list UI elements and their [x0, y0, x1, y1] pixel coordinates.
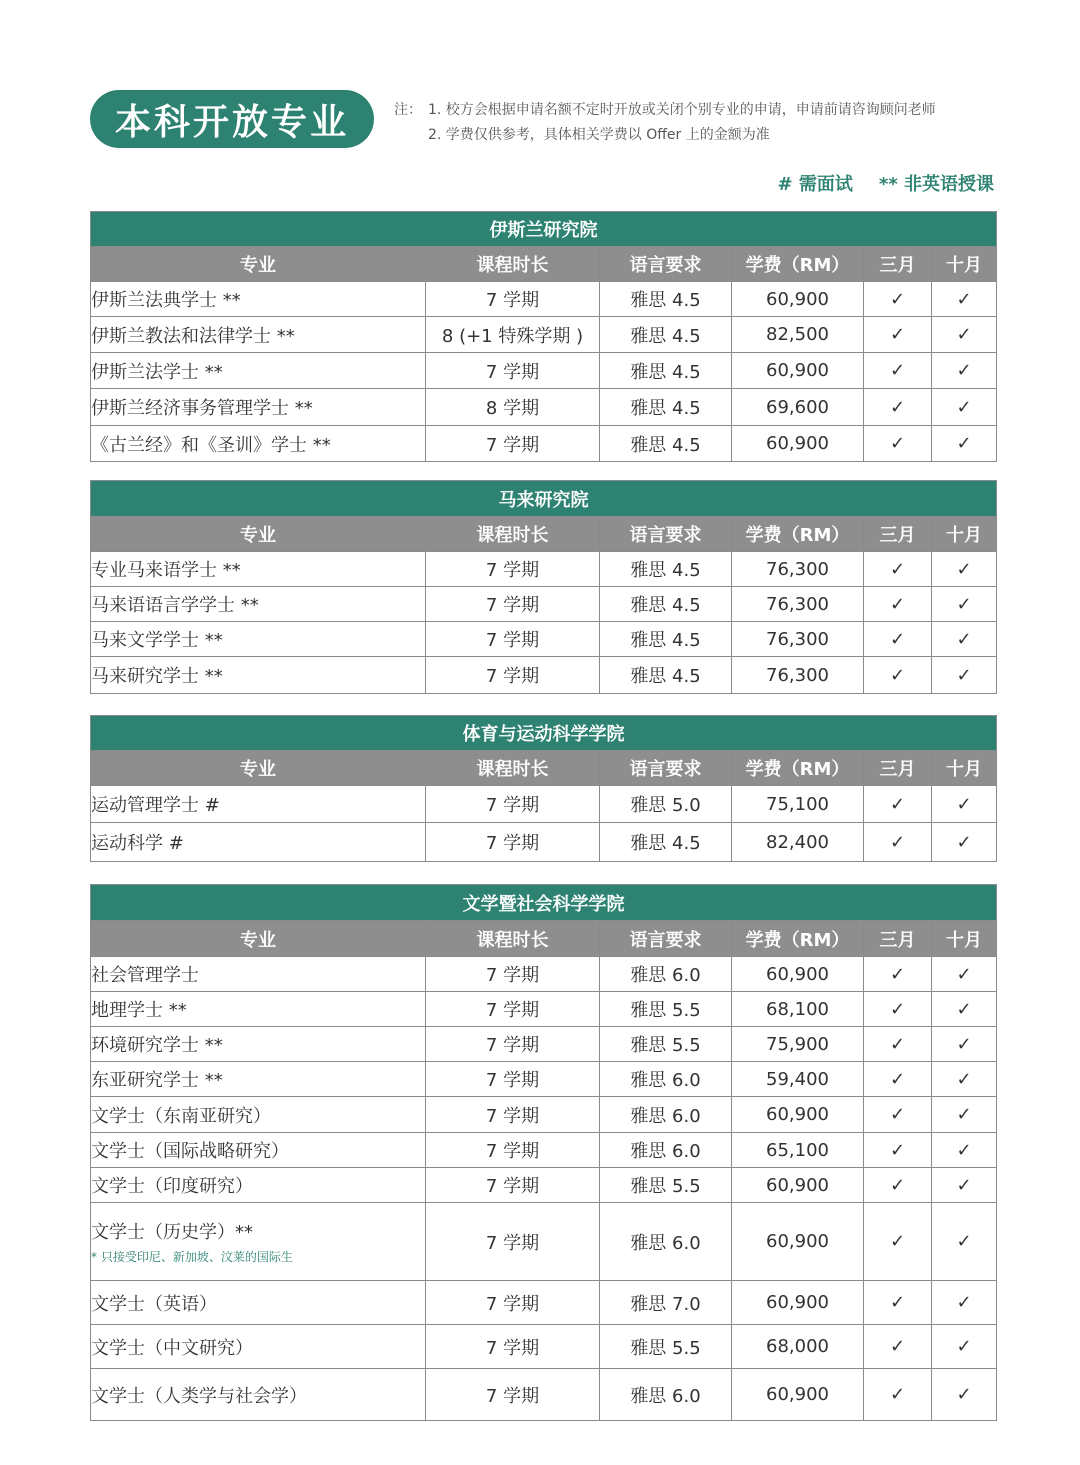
table-row	[91, 1325, 997, 1369]
duration-cell: 7 学期	[426, 1097, 600, 1133]
language-cell: 雅思 4.5	[600, 587, 732, 622]
october-check: ✓	[932, 353, 997, 389]
section-table	[90, 211, 997, 462]
header-major: 专业	[91, 247, 426, 282]
march-check: ✓	[864, 1062, 932, 1097]
duration-cell: 7 学期	[426, 587, 600, 622]
major-name: 伊斯兰法学士 **	[91, 361, 223, 383]
duration-cell: 7 学期	[426, 1133, 600, 1168]
header-major: 专业	[91, 921, 426, 957]
header-language: 语言要求	[600, 517, 732, 552]
fee-cell: 68,100	[732, 992, 864, 1027]
table-row	[91, 992, 997, 1027]
section-title: 文学暨社会科学学院	[91, 885, 997, 921]
header-march: 三月	[864, 751, 932, 786]
language-cell: 雅思 4.5	[600, 552, 732, 587]
major-cell	[91, 823, 426, 862]
note-line-1: 1. 校方会根据申请名额不定时开放或关闭个别专业的申请，申请前请咨询顾问老师	[428, 102, 936, 118]
duration-cell: 7 学期	[426, 957, 600, 992]
table-row	[91, 1203, 997, 1281]
section-table	[90, 480, 997, 694]
major-note: * 只接受印尼、新加坡、汶莱的国际生	[91, 1250, 293, 1264]
language-cell: 雅思 5.5	[600, 1027, 732, 1062]
october-check: ✓	[932, 1027, 997, 1062]
march-check: ✓	[864, 957, 932, 992]
language-cell: 雅思 5.5	[600, 1168, 732, 1203]
october-check: ✓	[932, 786, 997, 823]
major-cell	[91, 622, 426, 657]
major-cell	[91, 552, 426, 587]
october-check: ✓	[932, 657, 997, 694]
fee-cell: 76,300	[732, 587, 864, 622]
section-title: 体育与运动科学学院	[91, 716, 997, 751]
fee-cell: 59,400	[732, 1062, 864, 1097]
table-row	[91, 1062, 997, 1097]
major-name: 文学士（历史学）**	[91, 1222, 253, 1243]
fee-cell: 76,300	[732, 552, 864, 587]
fee-cell: 60,900	[732, 957, 864, 992]
major-name: 环境研究学士 **	[91, 1035, 223, 1056]
october-check: ✓	[932, 823, 997, 862]
march-check: ✓	[864, 587, 932, 622]
major-cell	[91, 426, 426, 462]
duration-cell: 7 学期	[426, 786, 600, 823]
major-cell	[91, 992, 426, 1027]
header-duration: 课程时长	[426, 751, 600, 786]
march-check: ✓	[864, 317, 932, 353]
language-cell: 雅思 4.5	[600, 353, 732, 389]
language-cell: 雅思 6.0	[600, 957, 732, 992]
october-check: ✓	[932, 1369, 997, 1421]
march-check: ✓	[864, 823, 932, 862]
header-fee: 学费（RM）	[732, 517, 864, 552]
major-name: 伊斯兰经济事务管理学士 **	[91, 398, 313, 419]
october-check: ✓	[932, 1325, 997, 1369]
table-row	[91, 786, 997, 823]
language-cell: 雅思 4.5	[600, 622, 732, 657]
fee-cell: 82,500	[732, 317, 864, 353]
october-check: ✓	[932, 282, 997, 317]
march-check: ✓	[864, 657, 932, 694]
march-check: ✓	[864, 353, 932, 389]
header-language: 语言要求	[600, 921, 732, 957]
march-check: ✓	[864, 1168, 932, 1203]
fee-cell: 60,900	[732, 282, 864, 317]
major-name: 文学士（人类学与社会学）	[91, 1385, 307, 1407]
table-row	[91, 1097, 997, 1133]
table-row	[91, 1281, 997, 1325]
october-check: ✓	[932, 389, 997, 426]
march-check: ✓	[864, 282, 932, 317]
language-cell: 雅思 6.0	[600, 1133, 732, 1168]
language-cell: 雅思 5.5	[600, 1325, 732, 1369]
page-title: 本科开放专业	[90, 90, 374, 148]
language-cell: 雅思 4.5	[600, 426, 732, 462]
major-name: 伊斯兰法典学士 **	[91, 290, 241, 311]
october-check: ✓	[932, 992, 997, 1027]
language-cell: 雅思 4.5	[600, 389, 732, 426]
fee-cell: 82,400	[732, 823, 864, 862]
section-title: 伊斯兰研究院	[91, 212, 997, 247]
october-check: ✓	[932, 622, 997, 657]
table-row	[91, 353, 997, 389]
header-october: 十月	[932, 247, 997, 282]
duration-cell: 7 学期	[426, 657, 600, 694]
header-language: 语言要求	[600, 751, 732, 786]
october-check: ✓	[932, 1133, 997, 1168]
header-duration: 课程时长	[426, 921, 600, 957]
major-cell	[91, 317, 426, 353]
major-name: 伊斯兰教法和法律学士 **	[91, 325, 295, 347]
fee-cell: 60,900	[732, 1168, 864, 1203]
major-name: 文学士（英语）	[91, 1293, 217, 1315]
march-check: ✓	[864, 1281, 932, 1325]
march-check: ✓	[864, 1203, 932, 1281]
language-cell: 雅思 4.5	[600, 282, 732, 317]
major-name: 专业马来语学士 **	[91, 560, 241, 581]
march-check: ✓	[864, 389, 932, 426]
major-name: 马来研究学士 **	[91, 666, 223, 687]
fee-cell: 75,900	[732, 1027, 864, 1062]
duration-cell: 7 学期	[426, 1281, 600, 1325]
major-name: 社会管理学士	[91, 965, 199, 986]
major-name: 文学士（印度研究）	[91, 1176, 253, 1197]
header-language: 语言要求	[600, 247, 732, 282]
major-name: 文学士（国际战略研究）	[91, 1141, 289, 1162]
table-row	[91, 657, 997, 694]
major-cell	[91, 1369, 426, 1421]
major-name: 马来语语言学学士 **	[91, 595, 259, 616]
fee-cell: 60,900	[732, 1097, 864, 1133]
march-check: ✓	[864, 622, 932, 657]
fee-cell: 68,000	[732, 1325, 864, 1369]
major-name: 马来文学学士 **	[91, 630, 223, 651]
march-check: ✓	[864, 786, 932, 823]
language-cell: 雅思 4.5	[600, 317, 732, 353]
header-october: 十月	[932, 751, 997, 786]
language-cell: 雅思 4.5	[600, 823, 732, 862]
october-check: ✓	[932, 1097, 997, 1133]
duration-cell: 7 学期	[426, 992, 600, 1027]
duration-cell: 7 学期	[426, 1203, 600, 1281]
language-cell: 雅思 5.5	[600, 992, 732, 1027]
march-check: ✓	[864, 1369, 932, 1421]
major-cell	[91, 1097, 426, 1133]
table-row	[91, 552, 997, 587]
header-duration: 课程时长	[426, 517, 600, 552]
notes-label: 注：	[394, 102, 422, 118]
table-row	[91, 389, 997, 426]
language-cell: 雅思 6.0	[600, 1062, 732, 1097]
major-name: 地理学士 **	[91, 1000, 187, 1021]
header-fee: 学费（RM）	[732, 247, 864, 282]
major-cell	[91, 282, 426, 317]
major-cell	[91, 353, 426, 389]
october-check: ✓	[932, 957, 997, 992]
major-cell	[91, 587, 426, 622]
legend	[778, 170, 994, 196]
table-row	[91, 1168, 997, 1203]
table-row	[91, 622, 997, 657]
october-check: ✓	[932, 1168, 997, 1203]
table-row	[91, 1133, 997, 1168]
duration-cell: 7 学期	[426, 1325, 600, 1369]
october-check: ✓	[932, 317, 997, 353]
header-fee: 学费（RM）	[732, 751, 864, 786]
duration-cell: 7 学期	[426, 823, 600, 862]
duration-cell: 7 学期	[426, 282, 600, 317]
duration-cell: 7 学期	[426, 1027, 600, 1062]
table-row	[91, 317, 997, 353]
duration-cell: 8 学期	[426, 389, 600, 426]
fee-cell: 60,900	[732, 1203, 864, 1281]
major-cell	[91, 1203, 426, 1281]
table-row	[91, 823, 997, 862]
header-major: 专业	[91, 751, 426, 786]
fee-cell: 76,300	[732, 657, 864, 694]
duration-cell: 8 (+1 特殊学期 )	[426, 317, 600, 353]
header-october: 十月	[932, 517, 997, 552]
march-check: ✓	[864, 1097, 932, 1133]
october-check: ✓	[932, 1281, 997, 1325]
header-october: 十月	[932, 921, 997, 957]
section-table	[90, 715, 997, 862]
major-name: 运动管理学士 #	[91, 795, 220, 816]
language-cell: 雅思 6.0	[600, 1369, 732, 1421]
language-cell: 雅思 5.0	[600, 786, 732, 823]
major-cell	[91, 786, 426, 823]
major-name: 文学士（中文研究）	[91, 1337, 253, 1359]
october-check: ✓	[932, 1203, 997, 1281]
note-line-2: 2. 学费仅供参考，具体相关学费以 Offer 上的金额为准	[428, 127, 770, 143]
notes	[394, 98, 936, 148]
fee-cell: 65,100	[732, 1133, 864, 1168]
march-check: ✓	[864, 426, 932, 462]
fee-cell: 76,300	[732, 622, 864, 657]
fee-cell: 60,900	[732, 353, 864, 389]
header-march: 三月	[864, 517, 932, 552]
language-cell: 雅思 4.5	[600, 657, 732, 694]
header-fee: 学费（RM）	[732, 921, 864, 957]
major-cell	[91, 1062, 426, 1097]
language-cell: 雅思 6.0	[600, 1203, 732, 1281]
march-check: ✓	[864, 1325, 932, 1369]
table-row	[91, 1027, 997, 1062]
language-cell: 雅思 6.0	[600, 1097, 732, 1133]
major-name: 文学士（东南亚研究）	[91, 1105, 271, 1127]
major-cell	[91, 1133, 426, 1168]
legend-interview: # 需面试	[777, 174, 853, 195]
major-cell	[91, 389, 426, 426]
legend-non-english: ** 非英语授课	[878, 174, 994, 195]
duration-cell: 7 学期	[426, 1062, 600, 1097]
table-row	[91, 282, 997, 317]
header-duration: 课程时长	[426, 247, 600, 282]
table-row	[91, 426, 997, 462]
major-name: 东亚研究学士 **	[91, 1070, 223, 1091]
march-check: ✓	[864, 1027, 932, 1062]
header-major: 专业	[91, 517, 426, 552]
duration-cell: 7 学期	[426, 1369, 600, 1421]
duration-cell: 7 学期	[426, 552, 600, 587]
major-cell	[91, 1281, 426, 1325]
fee-cell: 69,600	[732, 389, 864, 426]
major-name: 运动科学 #	[91, 833, 184, 854]
october-check: ✓	[932, 552, 997, 587]
fee-cell: 60,900	[732, 1281, 864, 1325]
major-name: 《古兰经》和《圣训》学士 **	[91, 434, 331, 456]
major-cell	[91, 957, 426, 992]
major-cell	[91, 1325, 426, 1369]
duration-cell: 7 学期	[426, 426, 600, 462]
fee-cell: 60,900	[732, 1369, 864, 1421]
duration-cell: 7 学期	[426, 622, 600, 657]
duration-cell: 7 学期	[426, 353, 600, 389]
march-check: ✓	[864, 552, 932, 587]
section-table	[90, 884, 997, 1421]
language-cell: 雅思 7.0	[600, 1281, 732, 1325]
october-check: ✓	[932, 1062, 997, 1097]
major-cell	[91, 657, 426, 694]
march-check: ✓	[864, 992, 932, 1027]
october-check: ✓	[932, 426, 997, 462]
major-cell	[91, 1027, 426, 1062]
header-march: 三月	[864, 247, 932, 282]
october-check: ✓	[932, 587, 997, 622]
header-march: 三月	[864, 921, 932, 957]
duration-cell: 7 学期	[426, 1168, 600, 1203]
march-check: ✓	[864, 1133, 932, 1168]
major-cell	[91, 1168, 426, 1203]
table-row	[91, 1369, 997, 1421]
fee-cell: 75,100	[732, 786, 864, 823]
table-row	[91, 957, 997, 992]
fee-cell: 60,900	[732, 426, 864, 462]
table-row	[91, 587, 997, 622]
section-title: 马来研究院	[91, 481, 997, 517]
